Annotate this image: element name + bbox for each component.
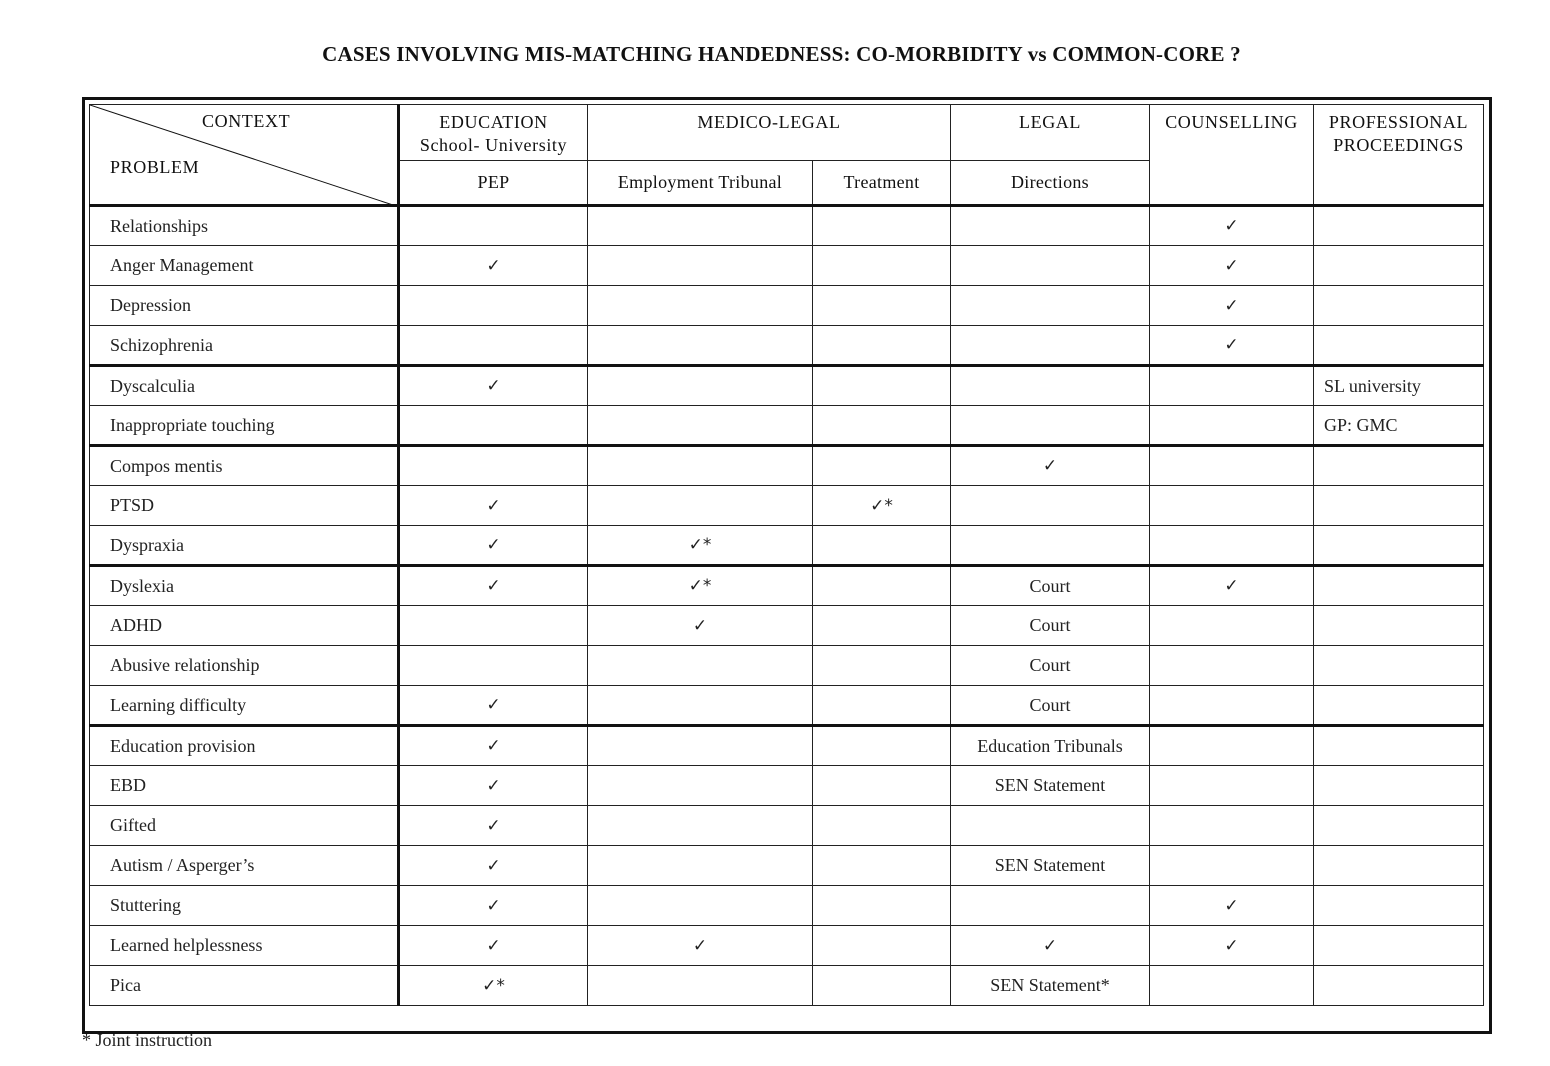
employment-cell: ✓* (588, 526, 813, 566)
professional-cell (1314, 246, 1484, 286)
legal-cell: Court (951, 606, 1150, 646)
employment-cell (588, 246, 813, 286)
problem-header: PROBLEM (110, 157, 200, 177)
treatment-cell (813, 846, 951, 886)
table-row (90, 206, 1484, 246)
problem-cell: Stuttering (90, 886, 399, 926)
problem-cell: Dyslexia (90, 566, 399, 606)
professional-cell (1314, 566, 1484, 606)
pep-cell: ✓ (399, 766, 588, 806)
table-body (90, 206, 1484, 1006)
treatment-cell (813, 446, 951, 486)
cases-table (89, 104, 1484, 1006)
legal-cell: SEN Statement* (951, 966, 1150, 1006)
professional-cell (1314, 606, 1484, 646)
treatment-cell (813, 886, 951, 926)
treatment-cell (813, 326, 951, 366)
table-row (90, 926, 1484, 966)
context-header: CONTEXT (202, 111, 291, 131)
problem-cell: Depression (90, 286, 399, 326)
counselling-cell (1150, 686, 1314, 726)
professional-cell: SL university (1314, 366, 1484, 406)
pep-cell (399, 606, 588, 646)
legal-cell: ✓ (951, 446, 1150, 486)
table-row (90, 766, 1484, 806)
pep-cell: ✓ (399, 566, 588, 606)
table-row (90, 366, 1484, 406)
professional-cell (1314, 206, 1484, 246)
counselling-cell (1150, 726, 1314, 766)
professional-cell (1314, 846, 1484, 886)
treatment-cell (813, 566, 951, 606)
counselling-cell (1150, 846, 1314, 886)
counselling-cell: ✓ (1150, 566, 1314, 606)
pep-cell: ✓ (399, 526, 588, 566)
legal-cell: ✓ (951, 926, 1150, 966)
legal-cell (951, 886, 1150, 926)
problem-cell: Abusive relationship (90, 646, 399, 686)
problem-cell: Dyscalculia (90, 366, 399, 406)
problem-cell: Dyspraxia (90, 526, 399, 566)
legal-cell: Court (951, 646, 1150, 686)
treatment-cell (813, 726, 951, 766)
table-row (90, 806, 1484, 846)
education-subheader-label: School- University (419, 135, 568, 155)
counselling-cell (1150, 486, 1314, 526)
legal-cell (951, 486, 1150, 526)
treatment-subheader: Treatment (813, 161, 951, 206)
employment-cell: ✓* (588, 566, 813, 606)
pep-cell (399, 446, 588, 486)
professional-proceedings-header: PROFESSIONAL PROCEEDINGS (1314, 105, 1484, 206)
treatment-cell (813, 206, 951, 246)
education-header (399, 105, 588, 161)
pep-cell: ✓ (399, 686, 588, 726)
problem-cell: Learning difficulty (90, 686, 399, 726)
legal-cell (951, 366, 1150, 406)
education-header-label: EDUCATION (439, 112, 548, 132)
medico-legal-header: MEDICO-LEGAL (588, 105, 951, 161)
counselling-cell (1150, 966, 1314, 1006)
treatment-cell (813, 806, 951, 846)
employment-cell (588, 846, 813, 886)
professional-cell (1314, 326, 1484, 366)
footnote: * Joint instruction (82, 1030, 212, 1050)
pep-cell: ✓ (399, 366, 588, 406)
professional-cell (1314, 526, 1484, 566)
professional-cell (1314, 286, 1484, 326)
document-title: CASES INVOLVING MIS-MATCHING HANDEDNESS: CO-MORBIDITY vs COMMON-CORE ? (322, 42, 1241, 66)
counselling-cell (1150, 646, 1314, 686)
counselling-cell (1150, 806, 1314, 846)
counselling-cell: ✓ (1150, 286, 1314, 326)
counselling-cell: ✓ (1150, 246, 1314, 286)
treatment-cell: ✓* (813, 486, 951, 526)
employment-cell (588, 726, 813, 766)
problem-cell: Inappropriate touching (90, 406, 399, 446)
problem-cell: Compos mentis (90, 446, 399, 486)
counselling-header: COUNSELLING (1150, 105, 1314, 206)
table-row (90, 526, 1484, 566)
corner-header-cell (90, 105, 399, 206)
table-row (90, 246, 1484, 286)
employment-cell (588, 326, 813, 366)
problem-cell: PTSD (90, 486, 399, 526)
legal-cell: Education Tribunals (951, 726, 1150, 766)
employment-cell (588, 206, 813, 246)
treatment-cell (813, 406, 951, 446)
counselling-cell (1150, 446, 1314, 486)
legal-cell (951, 246, 1150, 286)
problem-cell: EBD (90, 766, 399, 806)
problem-cell: ADHD (90, 606, 399, 646)
table-row (90, 566, 1484, 606)
pep-cell: ✓* (399, 966, 588, 1006)
counselling-cell: ✓ (1150, 326, 1314, 366)
professional-cell (1314, 926, 1484, 966)
table-row (90, 846, 1484, 886)
employment-cell: ✓ (588, 926, 813, 966)
pep-cell (399, 286, 588, 326)
table-row (90, 726, 1484, 766)
legal-cell: SEN Statement (951, 766, 1150, 806)
problem-cell: Anger Management (90, 246, 399, 286)
problem-cell: Learned helplessness (90, 926, 399, 966)
counselling-cell (1150, 406, 1314, 446)
legal-cell (951, 526, 1150, 566)
treatment-cell (813, 766, 951, 806)
legal-cell: Court (951, 686, 1150, 726)
professional-cell (1314, 766, 1484, 806)
professional-cell: GP: GMC (1314, 406, 1484, 446)
treatment-cell (813, 966, 951, 1006)
table-row (90, 646, 1484, 686)
employment-cell (588, 406, 813, 446)
treatment-cell (813, 646, 951, 686)
legal-cell: SEN Statement (951, 846, 1150, 886)
employment-cell (588, 686, 813, 726)
employment-cell (588, 446, 813, 486)
employment-cell (588, 886, 813, 926)
problem-cell: Gifted (90, 806, 399, 846)
table-row (90, 406, 1484, 446)
legal-cell (951, 406, 1150, 446)
counselling-cell (1150, 366, 1314, 406)
problem-cell: Schizophrenia (90, 326, 399, 366)
employment-tribunal-subheader: Employment Tribunal (588, 161, 813, 206)
legal-cell (951, 206, 1150, 246)
pep-cell: ✓ (399, 486, 588, 526)
counselling-cell (1150, 526, 1314, 566)
pep-cell (399, 326, 588, 366)
counselling-cell (1150, 766, 1314, 806)
legal-cell: Court (951, 566, 1150, 606)
legal-header: LEGAL (951, 105, 1150, 161)
directions-subheader: Directions (951, 161, 1150, 206)
professional-cell (1314, 686, 1484, 726)
employment-cell (588, 366, 813, 406)
legal-cell (951, 806, 1150, 846)
professional-cell (1314, 806, 1484, 846)
table-row (90, 606, 1484, 646)
table-row (90, 446, 1484, 486)
professional-cell (1314, 966, 1484, 1006)
employment-cell (588, 966, 813, 1006)
employment-cell (588, 646, 813, 686)
treatment-cell (813, 606, 951, 646)
professional-cell (1314, 446, 1484, 486)
professional-cell (1314, 886, 1484, 926)
employment-cell (588, 486, 813, 526)
problem-cell: Autism / Asperger’s (90, 846, 399, 886)
professional-cell (1314, 646, 1484, 686)
table-row (90, 966, 1484, 1006)
professional-cell (1314, 486, 1484, 526)
table-row (90, 486, 1484, 526)
pep-cell: ✓ (399, 726, 588, 766)
table-row (90, 686, 1484, 726)
pep-cell: ✓ (399, 806, 588, 846)
treatment-cell (813, 286, 951, 326)
problem-cell: Pica (90, 966, 399, 1006)
pep-cell (399, 406, 588, 446)
employment-cell (588, 806, 813, 846)
counselling-cell: ✓ (1150, 926, 1314, 966)
problem-cell: Education provision (90, 726, 399, 766)
professional-cell (1314, 726, 1484, 766)
counselling-cell (1150, 606, 1314, 646)
treatment-cell (813, 366, 951, 406)
pep-cell: ✓ (399, 846, 588, 886)
counselling-cell: ✓ (1150, 206, 1314, 246)
treatment-cell (813, 526, 951, 566)
legal-cell (951, 286, 1150, 326)
table-row (90, 886, 1484, 926)
table-header (90, 105, 1484, 206)
employment-cell: ✓ (588, 606, 813, 646)
counselling-cell: ✓ (1150, 886, 1314, 926)
legal-cell (951, 326, 1150, 366)
table-row (90, 286, 1484, 326)
table-row (90, 326, 1484, 366)
treatment-cell (813, 246, 951, 286)
treatment-cell (813, 686, 951, 726)
pep-cell: ✓ (399, 886, 588, 926)
pep-cell (399, 646, 588, 686)
treatment-cell (813, 926, 951, 966)
pep-cell (399, 206, 588, 246)
pep-cell: ✓ (399, 926, 588, 966)
pep-subheader: PEP (399, 161, 588, 206)
pep-cell: ✓ (399, 246, 588, 286)
problem-cell: Relationships (90, 206, 399, 246)
employment-cell (588, 766, 813, 806)
employment-cell (588, 286, 813, 326)
